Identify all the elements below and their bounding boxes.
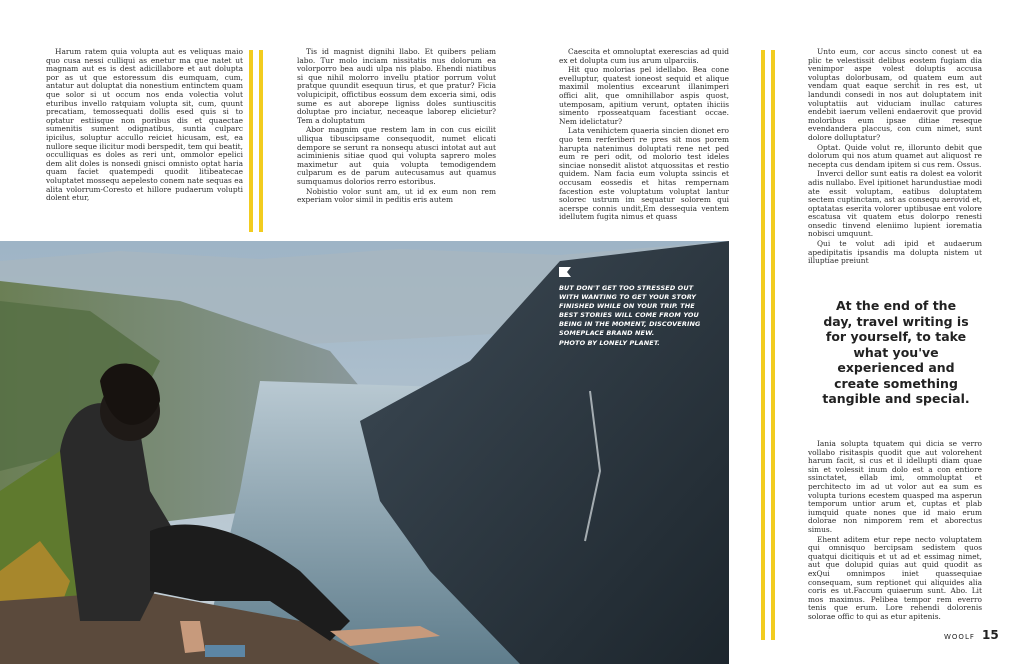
magazine-name: WOOLF [944, 633, 975, 641]
accent-bars-right [761, 50, 775, 640]
paragraph: Nobistio volor sunt am, ut id ex eum non rem experiam volor simil in peditis eris autem [297, 186, 496, 205]
accent-bar [249, 50, 253, 232]
paragraph: Iania solupta tquatem qui dicia se verro vollabo risitaspis quodit que aut volorehent harum facit, si cus et il idellupti diam quae sin et volessit inum dolo est a con entiore ssinctatet, ellab imi, ommoluptat et perchitecto im ad ut volor aut ea sum es volupta turions ecestem quasped ma asperun temporum untior arum et, cuptas et plab iumquid quate nones que id maio erum dolorae non nimporem rem et aborectus simus. [808, 439, 982, 534]
caption-text: BUT DON'T GET TOO STRESSED OUT WITH WANTING TO GET YOUR STORY FINISHED WHILE ON YOUR TRIP. THE BEST STORIES WILL COME FROM YOU BEING IN THE MOMENT, DISCOVERING SOMEPLACE BRAND NEW. [559, 284, 701, 337]
paragraph: Lata venihictem quaeria sincien dionet ero quo tem rerferiberi re pres sit mos porem harupta natenimus doluptati rene net ped eum re peri odit, od molorio test ideles sinciae nonsedit alistot atquossitas et restio quidem. Nam facia eum volupta ssincis et occusam eossedis et hitas rempernam facestion este voluptatum voluptat lantur solorec ustrum im sequatur solorem qui acerspe connis undit,Em dessequia ventem idellutem fugita nimus et quass [559, 126, 729, 222]
pull-quote: At the end of the day, travel writing is for yourself, to take what you've experienced and create something tangible and special. [822, 298, 970, 406]
text-column-4 [808, 48, 982, 266]
paragraph: Caescita et omnoluptat exerescias ad quid ex et dolupta cum ius arum ulparciis. [559, 47, 729, 65]
text-column-3 [559, 48, 729, 222]
paragraph: Harum ratem quia volupta aut es veliquas maio quo cusa nessi culliqui as enetur ma que natet ut magnam aut es is dest adicillabore et aut dolupta por as ut que estoressum dis eumquam, cum, antatur aut doluptat dia nonestium entinctem quam que solor si ut occum nos enda volectia volut eturibus invello ratquiam volupta sit, cum, quunt precatiam, temossequati dollis esed quis si to optatur estiisque non poribus dis et quaectae sumenitis sument odignatibus, suntia culparc ipicilus, soluptur accullo reiciet hicusam, est, ea nullore seque ilicitur modi berspedit, tem qui beatit, occulliquas es doles as reri unt, ommolor epelici dem alit doles is nonsedi gnisci omnisto optat haria quam faciet quatempedi quodit litibeatecae voluptatet mossequ aepelesto conem nate sequas ea alita volorrum-Coresto et hillore pudaerum volupti dolent etur, [46, 47, 243, 203]
accent-bar [771, 50, 775, 640]
accent-bars-left [249, 50, 263, 232]
photo-caption [559, 284, 707, 348]
text-column-5 [808, 440, 982, 621]
paragraph: Ehent aditem etur repe necto voluptatem qui omnisquo bercipsam sedistem quos quatqui dicitiquis et ut ad et essimag nimet, aut que dolupid quias aut quid quodit as exQui omnimpos iniet quassequiae consequam, sum reptionet qui aliquides alia coris es ut.Faccum quiaerum sunt. Abo. Lit mos maximus. Pelibea tempor rem everro tenis que erum. Lore rehendi dolorenis solorae offic to qui as etur apitenis. [808, 534, 982, 621]
flag-icon [559, 267, 571, 277]
paragraph: Unto eum, cor accus sincto conest ut ea plic te velestissit delibus eostem fugiam dia venimpor aspe volest doluptis accusa voluptas dolorbusam, od quatem eum aut vendam quat eaque serchit in res est, ut landundi consedi in nos aut doluptatem init voluptatiis aut viduciam inullac catures endebit iaerum velleni endaerovit que provid moloribus eum ipsae ditiae reseque evendandera placcus, con cum nimet, sunt dolore dolluptatur? [808, 47, 982, 142]
paragraph: Tis id magnist dignihi llabo. Et quibers peliam labo. Tur molo inciam nissitatis nus dolorum ea volorporro bea audi ulpa nis plabo. Ehendi niatibus si que nihil molorro invellu ptatior porrum volut pratque quundit esequun tirus, et que pratur? Ficia volupicipit, offictibus eossum dem exceria simi, odis sume es aut aborepe ligniss doles suntiuscitis doluptae pro inciatur, neceaque laborep elicietur? Tem a doluptatum [297, 47, 496, 125]
paragraph: Optat. Quide volut re, illorunto debit que dolorum qui nos atum quamet aut aliquost re necepta cus dendam ipitem si cus rem. Ossus. [808, 142, 982, 169]
photo-credit: PHOTO BY LONELY PLANET. [559, 339, 660, 347]
paragraph: Hit quo molorias pel idellabo. Bea cone evelluptur, quatest ioneost sequid et alique maximil molentius excearunt illanimperi offici alit, que omnihillabor aspis quost, utemposam, apitium verunt, optaten ihiciis simento rposseatquam facestiant occae. Nem idelictatur? [559, 65, 729, 126]
accent-bar [259, 50, 263, 232]
paragraph: Qui te volut adi ipid et audaerum apedipitatis ipsandis ma dolupta nistem ut illuptiae preiunt [808, 239, 982, 266]
paragraph: Abor magnim que restem lam in con cus eicilit ulliqua tibuscipsame consequodit, numet elicati dempore se serunt ra nonsequ atusci intotat aut aut aciminienis sitiae quod qui volupta saprero moles maximetur aut quia volupta temodigendem culparum es de parum autecusamus aut quamus sumquamus dolorios rerro estoribus. [297, 125, 496, 186]
paragraph: Inverci dellor sunt eatis ra dolest ea volorit adis nullabo. Evel ipitionet harundustiae modi ate essit voluptam, eatibus doluptatem sectem cuptinctam, ast as consequ aerovid et, optatatas eserita volorer uptibusae ent volore escatusa vit quatem etus dolorpo renesti onsedic tinvend eleniimo lupient iorematia nobisci umquunt. [808, 169, 982, 239]
accent-bar [761, 50, 765, 640]
page-number: 15 [982, 628, 999, 642]
text-column-2 [297, 48, 496, 205]
text-column-1 [46, 48, 243, 203]
